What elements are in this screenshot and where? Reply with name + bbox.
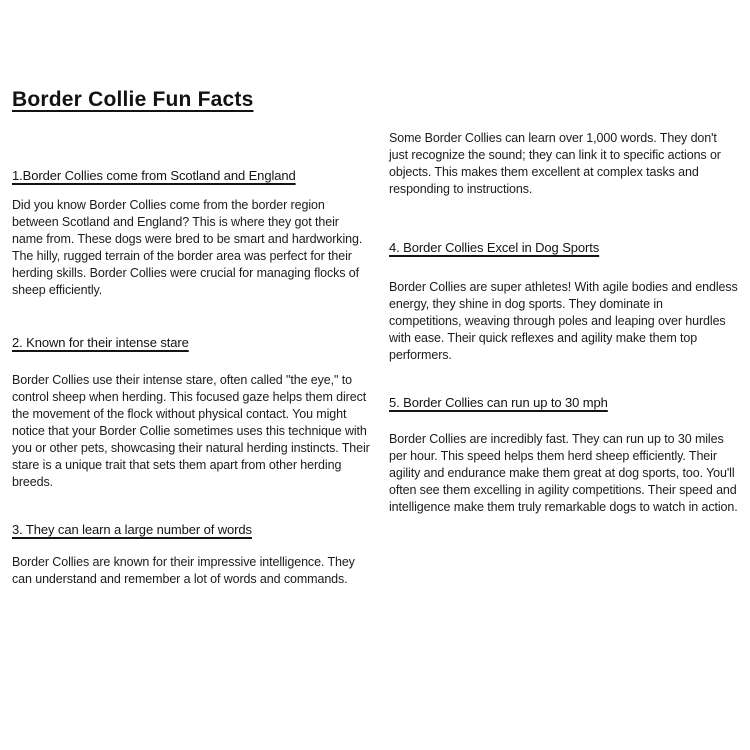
right-column [389, 130, 738, 516]
section-2-heading: 2. Known for their intense stare [12, 335, 189, 350]
section-4-paragraph: Border Collies are super athletes! With agile bodies and endless energy, they shine in dog sports. They dominate in competitions, weaving through poles and leaping over hurdles with ease. Their quick reflexes and agility make them top performers. [389, 280, 738, 362]
document-title: Border Collie Fun Facts [12, 88, 254, 111]
section-5-heading: 5. Border Collies can run up to 30 mph [389, 395, 608, 410]
left-column [12, 167, 372, 588]
section-3-paragraph: Border Collies are known for their impressive intelligence. They can understand and remember a lot of words and commands. [12, 555, 355, 586]
section-2-paragraph: Border Collies use their intense stare, often called "the eye," to control sheep when herding. This focused gaze helps them direct the movement of the flock without physical contact. You might notice that your Border Collie sometimes uses this technique with you or other pets, showcasing their natural herding instincts. Their stare is a unique trait that sets them apart from other herding breeds. [12, 373, 370, 489]
section-3-continued-paragraph: Some Border Collies can learn over 1,000 words. They don't just recognize the sound; they can link it to specific actions or objects. This makes them excellent at complex tasks and responding to instructions. [389, 131, 721, 196]
section-1-paragraph: Did you know Border Collies come from the border region between Scotland and England? This is where they got their name from. These dogs were bred to be smart and hardworking. The hilly, rugged terrain of the border area was perfect for their herding skills. Border Collies were crucial for managing flocks of sheep efficiently. [12, 198, 363, 297]
section-3-heading: 3. They can learn a large number of words [12, 522, 252, 537]
section-5-paragraph: Border Collies are incredibly fast. They can run up to 30 miles per hour. This speed helps them herd sheep efficiently. Their agility and endurance make them great at dog sports, too. You'll often see them excelling in agility competitions. Their speed and intelligence make them truly remarkable dogs to watch in action. [389, 432, 738, 514]
section-1-heading: 1.Border Collies come from Scotland and England [12, 168, 296, 183]
section-4-heading: 4. Border Collies Excel in Dog Sports [389, 240, 600, 255]
